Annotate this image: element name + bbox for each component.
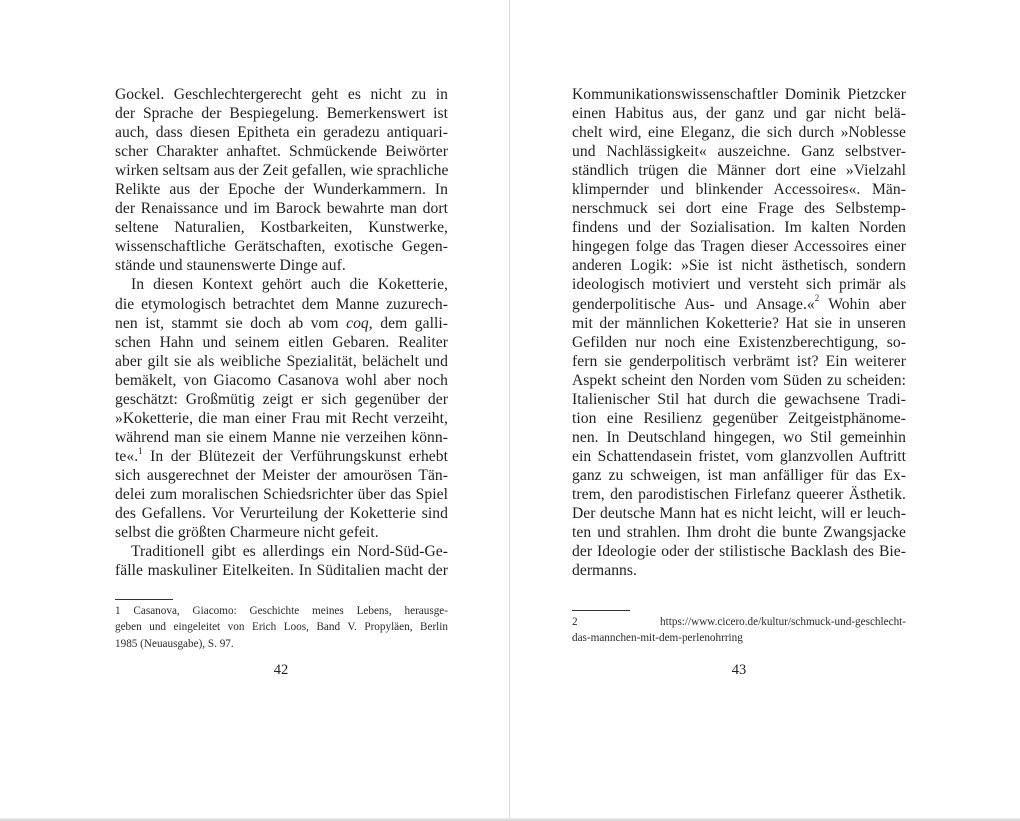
footnote-separator <box>115 599 173 600</box>
text-line: der Renaissance und im Barock bewahrte man dort <box>115 200 448 218</box>
text-line: seltene Naturalien, Kostbarkeiten, Kunstwerke, <box>115 219 448 237</box>
text-line: nerschmuck sei dort eine Frage des Selbstemp- <box>572 200 906 218</box>
text-line: Gefilden nur noch eine Existenzberechtigung, so- <box>572 333 906 351</box>
right-page-body-text <box>572 85 906 580</box>
text-line: wissenschaftliche Gerätschaften, exotische Gegen- <box>115 238 448 256</box>
text-line: schen Hahn und seinem eitlen Gebaren. Realiter <box>115 333 448 351</box>
text-line: Aspekt scheint den Norden vom Süden zu scheiden: <box>572 371 906 389</box>
text-line: Der deutsche Mann hat es nicht leicht, will er leuch- <box>572 505 906 523</box>
text-line: geschätzt: Großmütig zeigt er sich gegenüber der <box>115 390 448 408</box>
text-line: ideologisch motiviert und versteht sich primär als <box>572 276 906 294</box>
text-line: wirken seltsam aus der Zeit gefallen, wie sprachliche <box>115 162 449 180</box>
footnote-separator <box>572 610 630 611</box>
text-line: einen Habitus aus, der ganz und gar nicht belä- <box>572 105 906 123</box>
footnote <box>572 614 906 647</box>
text-line: während man sie einem Manne nie verzeihen könn- <box>115 428 448 446</box>
italic-word: coq <box>346 314 369 332</box>
left-page-body-text <box>115 85 448 580</box>
text-line: auch, dass diesen Epitheta ein geradezu antiquari- <box>115 124 448 142</box>
text-line: der Ideologie oder der stilistische Backlash des Bie- <box>572 543 906 561</box>
text-line: anderen Logik: »Sie ist nicht ästhetisch, sondern <box>572 257 906 275</box>
text-line: klimpernder und blinkender Accessoires«. Män- <box>572 181 906 199</box>
text-line: bemäkelt, von Giacomo Casanova wohl aber noch <box>115 371 448 389</box>
text-segment: , dem galli- <box>368 314 448 332</box>
text-segment: te«. <box>115 447 139 465</box>
text-line: ganz zu schweigen, ist man anfälliger für das Ex- <box>572 466 906 484</box>
paragraph-start-line: Traditionell gibt es allerdings ein Nord-Süd-Ge- <box>131 543 448 561</box>
paragraph-start-line: In diesen Kontext gehört auch die Koketterie, <box>131 276 448 294</box>
text-line: scher Charakter anhaftet. Schmückende Beiwörter <box>115 143 448 161</box>
text-line: ständlich trügen die Männer dort eine »Vielzahl <box>572 162 906 180</box>
text-line-with-footnote-ref <box>115 447 448 466</box>
text-line: fälle maskuliner Eitelkeiten. In Süditalien macht der <box>115 562 448 580</box>
text-line: der Sprache der Bespiegelung. Bemerkenswert ist <box>115 105 448 123</box>
text-line: ein Schattendasein fristet, vom glanzvollen Auftritt <box>572 447 906 465</box>
text-line: Kommunikationswissenschaftler Dominik Pietzcker <box>572 86 906 103</box>
text-line: des Gefallens. Vor Verurteilung der Koketterie sind <box>115 505 448 523</box>
left-page <box>0 0 509 821</box>
right-page <box>510 0 1019 821</box>
page-number: 42 <box>273 662 289 678</box>
text-line: selbst die größten Charmeure nicht gefeit. <box>115 524 379 542</box>
text-segment: Wohin aber <box>819 295 906 313</box>
text-line: aber gilt sie als weibliche Spezialität, belächelt und <box>115 352 448 370</box>
text-line: delei zum moralischen Schiedsrichter über das Spiel <box>115 485 448 503</box>
text-line: die etymologisch betrachtet dem Manne zuzurech- <box>115 295 448 313</box>
text-line: und Nachlässigkeit« auszeichne. Ganz selbstver- <box>572 143 906 161</box>
text-line: »Koketterie, die man einer Frau mit Recht verzeiht, <box>115 409 448 427</box>
text-line: trem, den parodistischen Firlefanz queerer Ästhetik. <box>572 485 906 503</box>
text-line: dermanns. <box>572 562 637 580</box>
footnote-line: 2 https://www.cicero.de/kultur/schmuck-und-geschlecht- <box>572 616 906 628</box>
text-line: nen. In Deutschland hingegen, wo Stil gemeinhin <box>572 428 906 446</box>
footnote-line: 1 Casanova, Giacomo: Geschichte meines Lebens, herausge- <box>115 605 448 617</box>
footnote <box>115 603 448 652</box>
text-line-with-italic <box>115 314 448 333</box>
text-segment: nen ist, stammt sie doch ab vom <box>115 314 339 332</box>
text-line: sich ausgerechnet der Meister der amourösen Tän- <box>115 466 448 484</box>
text-line: ten und strahlen. Ihm droht die bunte Zwangsjacke <box>572 524 906 542</box>
footnote-line: 1985 (Neuausgabe), S. 97. <box>115 637 234 650</box>
text-line: mit der männlichen Koketterie? Hat sie in unseren <box>572 314 906 332</box>
text-line: findens und der Sozialisation. Im kalten Norden <box>572 219 906 237</box>
text-line: chelt wird, eine Eleganz, die sich durch »Noblesse <box>572 124 906 142</box>
text-line: hingegen folge das Tragen dieser Accessoires einer <box>572 238 906 256</box>
footnote-marker: 2 <box>814 293 820 304</box>
text-line: tion eine Resilienz gegenüber Zeitgeistphänome- <box>572 409 906 427</box>
text-line: Gockel. Geschlechtergerecht geht es nicht zu in <box>115 86 448 103</box>
page-number: 43 <box>731 662 747 678</box>
text-segment: In der Blütezeit der Verführungskunst erhebt <box>142 447 448 465</box>
footnote-marker: 1 <box>138 445 143 456</box>
footnote-line: geben und eingeleitet von Erich Loos, Band V. Propyläen, Berlin <box>115 621 448 634</box>
text-segment: genderpolitische Aus- und Ansage.« <box>572 295 815 313</box>
text-line: stände und staunenswerte Dinge auf. <box>115 257 346 275</box>
text-line-with-footnote-ref <box>572 295 906 314</box>
text-line: fern sie genderpolitisch verbrämt ist? Ein weiterer <box>572 352 906 370</box>
text-line: Italienischer Stil hat durch die gewachsene Tradi- <box>572 390 906 408</box>
footnote-line: das-mannchen-mit-dem-perlenohrring <box>572 632 743 645</box>
text-line: Relikte aus der Epoche der Wunderkammern. In <box>115 181 448 199</box>
